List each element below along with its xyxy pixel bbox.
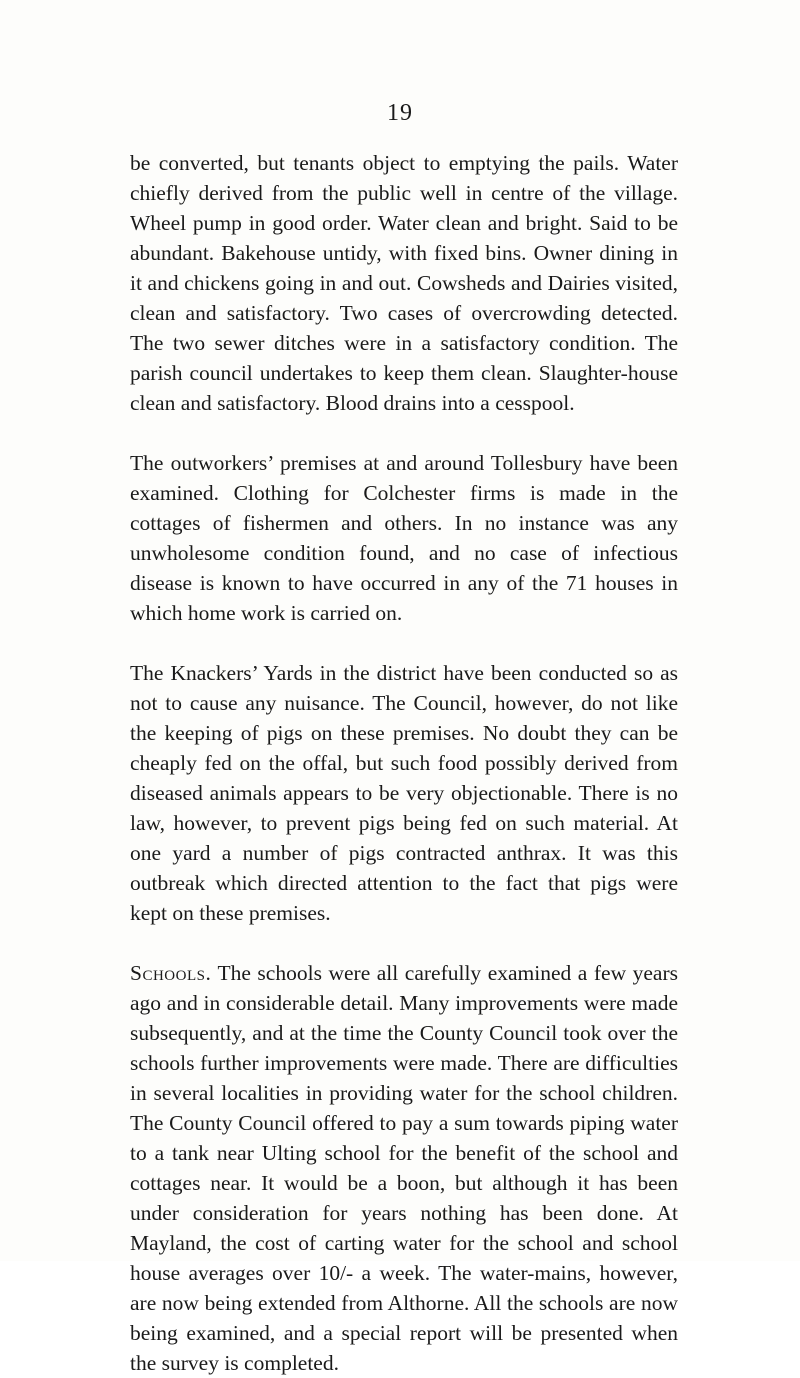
body-text [130, 148, 678, 1378]
paragraph-outworkers: The outworkers’ premises at and around Tollesbury have been examined. Clothing for Colchester firms is made in the cottages of fishermen and others. In no instance was any unwholesome condition found, and no case of infectious disease is known to have occurred in any of the 71 houses in which home work is carried on. [130, 451, 678, 625]
schools-heading: Schools. [130, 961, 212, 985]
page-number: 19 [387, 100, 413, 126]
schools-text: The schools were all carefully examined a few years ago and in considerable detail. Many improvements were made subsequently, and at the time the County Council took over the schools further improvements were made. There are difficulties in several localities in providing water for the school children. The County Council offered to pay a sum towards piping water to a tank near Ulting school for the benefit of the school and cottages near. It would be a boon, but although it has been under consideration for years nothing has been done. At Mayland, the cost of carting water for the school and school house averages over 10/- a week. The water-mains, however, are now being extended from Althorne. All the schools are now being examined, and a special report will be presented when the survey is completed. [130, 961, 678, 1375]
paragraph-sanitation: be converted, but tenants object to emptying the pails. Water chiefly derived from the public well in centre of the village. Wheel pump in good order. Water clean and bright. Said to be abundant. Bakehouse untidy, with fixed bins. Owner dining in it and chickens going in and out. Cowsheds and Dairies visited, clean and satisfactory. Two cases of overcrowding detected. The two sewer ditches were in a satisfactory condition. The parish council undertakes to keep them clean. Slaughter-house clean and satisfactory. Blood drains into a cesspool. [130, 151, 678, 415]
paragraph-knackers-yards: The Knackers’ Yards in the district have been conducted so as not to cause any nuisance. The Council, however, do not like the keeping of pigs on these premises. No doubt they can be cheaply fed on the offal, but such food possibly derived from diseased animals appears to be very objectionable. There is no law, however, to prevent pigs being fed on such material. At one yard a number of pigs contracted anthrax. It was this outbreak which directed attention to the fact that pigs were kept on these premises. [130, 661, 678, 925]
paragraph-schools [130, 958, 678, 1378]
